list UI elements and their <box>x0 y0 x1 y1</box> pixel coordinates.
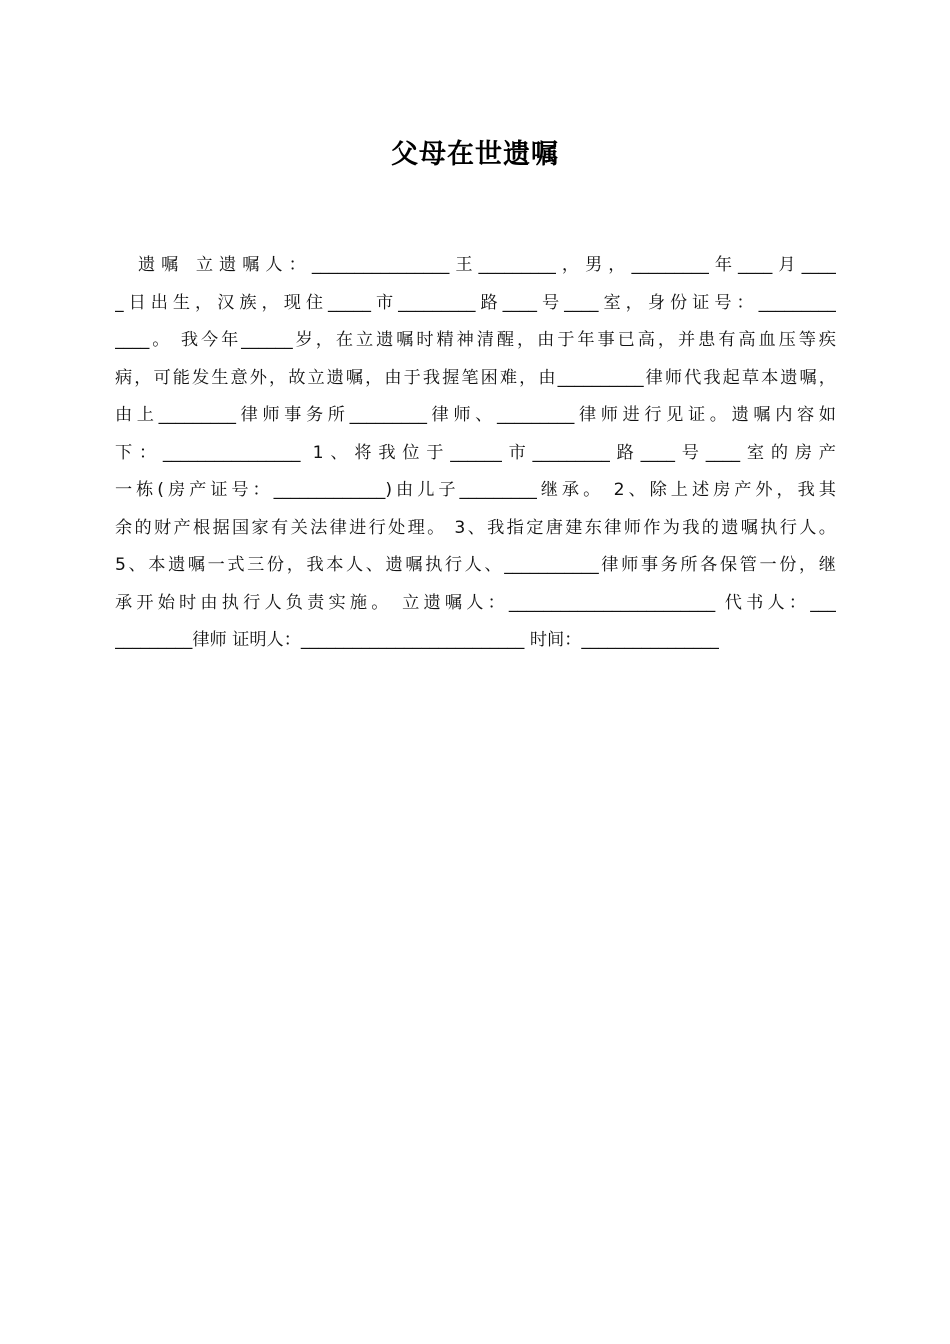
body-line-4: 病，可能发生意外，故立遗嘱，由于我握笔困难，由__________律师代我起草本遗嘱， <box>115 367 836 388</box>
body-line-10: 承开始时由执行人负责实施。 立遗嘱人：________________________ 代书人：___ <box>115 592 836 613</box>
body-line-8: 余的财产根据国家有关法律进行处理。 3、我指定唐建东律师作为我的遗嘱执行人。 <box>115 517 836 538</box>
body-line-11: _________律师 证明人：__________________________ 时间：________________ <box>115 630 719 650</box>
body-line-5: 由上_________律师事务所_________律师、_________律师进行见证。遗嘱内容如 <box>115 405 836 425</box>
body-line-3: ____。 我今年______岁，在立遗嘱时精神清醒，由于年事已高，并患有高血压等疾 <box>115 330 836 350</box>
will-body <box>115 247 836 660</box>
body-line-9: 5、本遗嘱一式三份，我本人、遗嘱执行人、___________律师事务所各保管一份，继 <box>115 555 836 575</box>
body-line-7: 一栋(房产证号：_____________)由儿子_________继承。 2、除上述房产外，我其 <box>115 480 836 500</box>
document-title: 父母在世遗嘱 <box>391 139 559 170</box>
body-line-2: _日出生，汉族，现住_____市_________路____号____室，身份证号：_________ <box>115 292 836 313</box>
body-line-1: 遗嘱 立遗嘱人：________________王_________，男，_________年____月____ <box>115 255 836 275</box>
body-line-6: 下：________________ 1、将我位于______市_________路____号____室的房产 <box>115 442 836 463</box>
